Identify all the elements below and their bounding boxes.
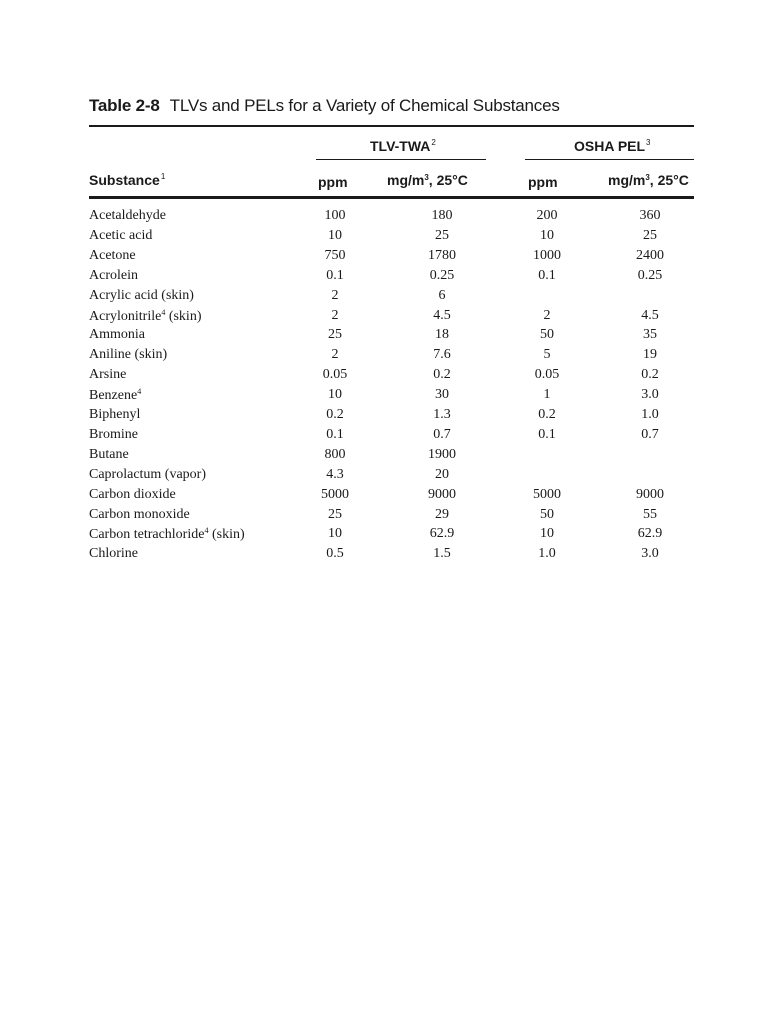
tlv-ppm-cell: 25	[328, 327, 342, 342]
tlv-mg-cell: 7.6	[433, 347, 451, 362]
tlv-ppm-cell: 2	[331, 308, 339, 323]
group-rule-osha	[525, 159, 694, 160]
tlv-ppm-cell: 2	[331, 347, 339, 362]
pel-mg-cell: 35	[643, 327, 657, 342]
table-number: Table 2-8	[89, 96, 160, 115]
tlv-mg-cell: 0.7	[433, 427, 451, 442]
pel-mg-cell: 1.0	[641, 407, 659, 422]
substance-cell: Acetone	[89, 248, 136, 263]
tlv-ppm-cell: 10	[328, 387, 342, 402]
pel-mg-cell: 62.9	[637, 526, 663, 541]
table-title: TLVs and PELs for a Variety of Chemical Substances	[169, 96, 560, 115]
table-row	[0, 507, 768, 527]
table-row	[0, 288, 768, 308]
pel-mg-cell: 2400	[636, 248, 664, 263]
footnote-ref: 4	[204, 526, 209, 535]
footnote-ref: 3	[646, 138, 651, 147]
tlv-ppm-cell: 4.3	[326, 467, 344, 482]
pel-mg-cell: 3.0	[641, 546, 659, 561]
tlv-mg-cell: 30	[435, 387, 449, 402]
tlv-ppm-cell: 800	[324, 447, 346, 462]
tlv-ppm-cell: 750	[324, 248, 346, 263]
pel-ppm-cell: 1000	[533, 248, 561, 263]
table-row	[0, 327, 768, 347]
substance-cell: Bromine	[89, 427, 138, 442]
column-header-substance: Substance$^1$	[89, 172, 166, 188]
substance-cell: Biphenyl	[89, 407, 141, 422]
tlv-ppm-cell: 10	[328, 526, 342, 541]
pel-mg-cell: 4.5	[641, 308, 659, 323]
tlv-mg-cell: 1.3	[433, 407, 451, 422]
pel-ppm-cell: 0.1	[538, 268, 556, 283]
tlv-ppm-cell: 10	[328, 228, 342, 243]
pel-ppm-cell: 5000	[533, 487, 561, 502]
substance-cell: Carbon monoxide	[89, 507, 190, 522]
column-header-osha-mg: $mg/m^3$, 25°C	[608, 172, 689, 188]
pel-mg-cell: 19	[643, 347, 657, 362]
pel-mg-cell: 360	[639, 208, 661, 223]
table-row	[0, 208, 768, 228]
substance-cell: Carbon tetrachloride$^4$ (skin)	[89, 526, 245, 542]
tlv-mg-cell: 1.5	[433, 546, 451, 561]
tlv-mg-cell: 1780	[428, 248, 456, 263]
tlv-mg-cell: 29	[435, 507, 449, 522]
tlv-mg-cell: 20	[435, 467, 449, 482]
substance-cell: Acrylonitrile$^4$ (skin)	[89, 308, 202, 324]
table-row	[0, 268, 768, 288]
pel-mg-cell: 0.2	[641, 367, 659, 382]
pel-mg-cell: 3.0	[641, 387, 659, 402]
tlv-mg-cell: 180	[431, 208, 453, 223]
tlv-ppm-cell: 25	[328, 507, 342, 522]
tlv-mg-cell: 1900	[428, 447, 456, 462]
header-rule	[89, 196, 694, 199]
substance-cell: Caprolactum (vapor)	[89, 467, 207, 482]
pel-ppm-cell: 1	[543, 387, 551, 402]
tlv-mg-cell: 18	[435, 327, 449, 342]
table-row	[0, 487, 768, 507]
top-rule	[89, 125, 694, 127]
tlv-mg-cell: 25	[435, 228, 449, 243]
pel-ppm-cell: 50	[540, 507, 554, 522]
pel-ppm-cell: 0.2	[538, 407, 556, 422]
tlv-ppm-cell: 5000	[321, 487, 349, 502]
pel-ppm-cell: 10	[540, 526, 554, 541]
tlv-ppm-cell: 2	[331, 288, 339, 303]
footnote-ref: 4	[161, 308, 166, 317]
substance-cell: Acrolein	[89, 268, 138, 283]
footnote-ref: 2	[431, 138, 436, 147]
pel-mg-cell: 0.25	[637, 268, 663, 283]
tlv-ppm-cell: 0.1	[326, 268, 344, 283]
footnote-ref: 1	[160, 172, 166, 181]
column-header-tlv-mg: $mg/m^3$, 25°C	[387, 172, 468, 188]
substance-cell: Ammonia	[89, 327, 145, 342]
tlv-mg-cell: 62.9	[429, 526, 455, 541]
substance-cell: Acrylic acid (skin)	[89, 288, 194, 303]
pel-ppm-cell: 50	[540, 327, 554, 342]
pel-mg-cell: 55	[643, 507, 657, 522]
table-row	[0, 367, 768, 387]
tlv-mg-cell: 0.2	[433, 367, 451, 382]
pel-ppm-cell: 1.0	[538, 546, 556, 561]
pel-ppm-cell: 2	[543, 308, 551, 323]
pel-ppm-cell: 200	[536, 208, 558, 223]
pel-mg-cell: 25	[643, 228, 657, 243]
pel-ppm-cell: 5	[543, 347, 551, 362]
tlv-mg-cell: 0.25	[429, 268, 455, 283]
pel-ppm-cell: 0.05	[534, 367, 560, 382]
substance-cell: Carbon dioxide	[89, 487, 176, 502]
substance-cell: Acetaldehyde	[89, 208, 166, 223]
table-row	[0, 427, 768, 447]
table-row	[0, 308, 768, 328]
table-row	[0, 546, 768, 566]
substance-cell: Chlorine	[89, 546, 138, 561]
table-row	[0, 407, 768, 427]
substance-cell: Butane	[89, 447, 129, 462]
table-row	[0, 467, 768, 487]
table-row	[0, 387, 768, 407]
substance-cell: Aniline (skin)	[89, 347, 168, 362]
substance-cell: Benzene$^4$	[89, 387, 142, 403]
group-rule-tlv	[316, 159, 486, 160]
substance-cell: Arsine	[89, 367, 127, 382]
table-row	[0, 248, 768, 268]
column-header-osha-ppm: ppm	[528, 174, 558, 190]
footnote-ref: 4	[137, 387, 142, 396]
table-row	[0, 447, 768, 467]
table-row	[0, 347, 768, 367]
tlv-mg-cell: 6	[438, 288, 446, 303]
table-row	[0, 228, 768, 248]
tlv-ppm-cell: 0.5	[326, 546, 344, 561]
tlv-mg-cell: 9000	[428, 487, 456, 502]
tlv-ppm-cell: 0.05	[322, 367, 348, 382]
table-row	[0, 526, 768, 546]
tlv-ppm-cell: 100	[324, 208, 346, 223]
tlv-ppm-cell: 0.2	[326, 407, 344, 422]
group-header-osha: OSHA PEL$^3$	[574, 138, 651, 154]
tlv-mg-cell: 4.5	[433, 308, 451, 323]
column-header-tlv-ppm: ppm	[318, 174, 348, 190]
tlv-ppm-cell: 0.1	[326, 427, 344, 442]
pel-mg-cell: 9000	[636, 487, 664, 502]
pel-ppm-cell: 0.1	[538, 427, 556, 442]
substance-cell: Acetic acid	[89, 228, 153, 243]
group-header-tlv: TLV-TWA$^2$	[370, 138, 436, 154]
table-caption	[89, 96, 560, 116]
pel-mg-cell: 0.7	[641, 427, 659, 442]
pel-ppm-cell: 10	[540, 228, 554, 243]
